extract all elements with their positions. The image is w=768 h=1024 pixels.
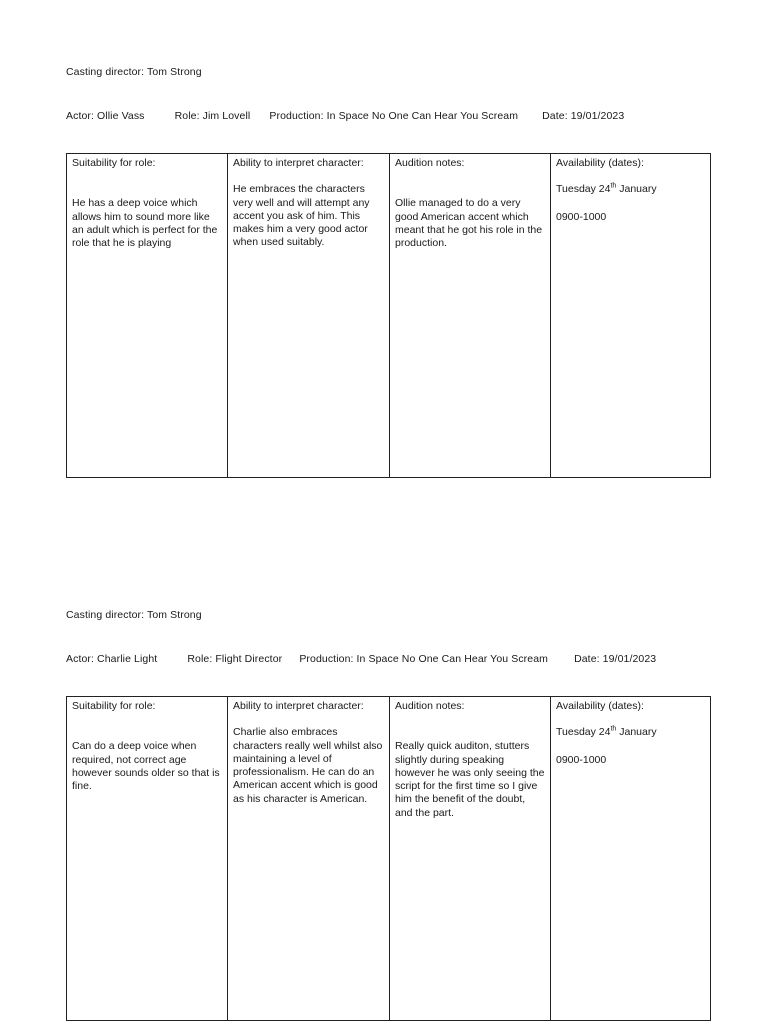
suitability-header: Suitability for role:	[72, 700, 156, 712]
interpret-text: He embraces the characters very well and will attempt any accent you ask of him. This makes him a very good actor when used suitably.	[233, 183, 370, 249]
availability-header: Availability (dates):	[556, 157, 644, 169]
date-label: Date: 19/01/2023	[542, 110, 625, 122]
suitability-text: Can do a deep voice when required, not correct age however sounds older so that is fine.	[72, 740, 220, 793]
interpret-header: Ability to interpret character:	[233, 700, 364, 712]
production-label: Production: In Space No One Can Hear You Scream	[299, 653, 548, 665]
notes-header: Audition notes:	[395, 157, 465, 169]
interpret-cell	[228, 697, 390, 1021]
availability-time: 0900-1000	[556, 210, 607, 223]
availability-time: 0900-1000	[556, 753, 607, 766]
notes-cell	[390, 154, 551, 478]
actor-info-line	[66, 110, 624, 122]
availability-cell	[551, 154, 711, 478]
actor-label: Actor: Ollie Vass	[66, 110, 145, 122]
interpret-text: Charlie also embraces characters really well whilst also maintaining a level of professionalism. He can do an American accent which is good as his character is American.	[233, 726, 383, 805]
actor-info-line	[66, 653, 656, 665]
audition-table	[66, 153, 711, 478]
notes-header: Audition notes:	[395, 700, 465, 712]
audition-table	[66, 696, 711, 1021]
availability-date: Tuesday 24th January	[556, 725, 657, 739]
notes-text: Ollie managed to do a very good American accent which meant that he got his role in the production.	[395, 197, 543, 250]
interpret-header: Ability to interpret character:	[233, 157, 364, 169]
notes-cell	[390, 697, 551, 1021]
suitability-header: Suitability for role:	[72, 157, 156, 169]
suitability-cell	[67, 154, 228, 478]
casting-director-line: Casting director: Tom Strong	[66, 609, 202, 621]
role-label: Role: Flight Director	[187, 653, 283, 665]
production-label: Production: In Space No One Can Hear You Scream	[269, 110, 519, 122]
notes-text: Really quick auditon, stutters slightly during speaking however he was only seeing the script for the first time so I give him the benefit of the doubt, and the part.	[395, 740, 545, 819]
availability-date: Tuesday 24th January	[556, 182, 657, 196]
suitability-cell	[67, 697, 228, 1021]
interpret-cell	[228, 154, 390, 478]
role-label: Role: Jim Lovell	[174, 110, 251, 122]
availability-cell	[551, 697, 711, 1021]
date-label: Date: 19/01/2023	[574, 653, 657, 665]
availability-header: Availability (dates):	[556, 700, 644, 712]
actor-label: Actor: Charlie Light	[66, 653, 158, 665]
suitability-text: He has a deep voice which allows him to sound more like an adult which is perfect for the role that he is playing	[72, 197, 218, 250]
casting-director-line: Casting director: Tom Strong	[66, 66, 202, 78]
